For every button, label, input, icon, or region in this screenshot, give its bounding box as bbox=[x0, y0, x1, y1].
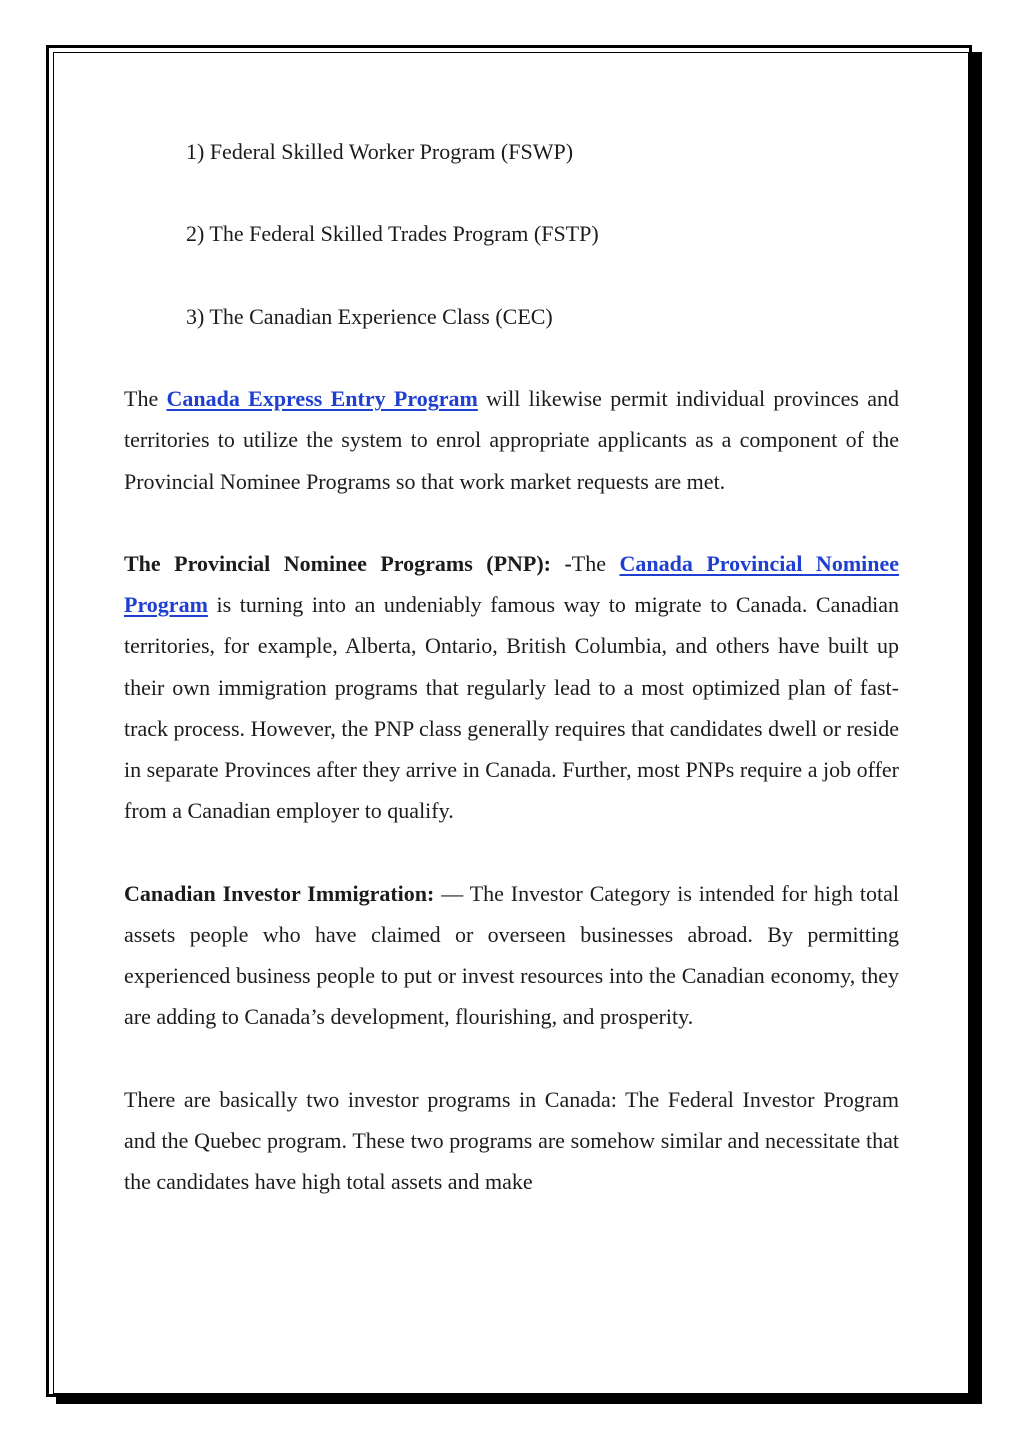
pnp-prefix: The bbox=[571, 550, 620, 576]
investor-programs-paragraph: There are basically two investor programs in Canada: The Federal Investor Program and the Quebec program. These two programs are somehow similar and necessitate that the candidates have high total assets and make bbox=[124, 1086, 899, 1194]
pnp-heading: The Provincial Nominee Programs (PNP): - bbox=[124, 550, 572, 576]
pnp-paragraph bbox=[124, 543, 899, 831]
program-list-item-2: 2) The Federal Skilled Trades Program (FSTP) bbox=[186, 221, 599, 247]
investor-heading: Canadian Investor Immigration: bbox=[124, 880, 435, 906]
investor-paragraph bbox=[124, 873, 899, 1038]
express-entry-body: will likewise permit individual provinces and territories to utilize the system to enrol appropriate applicants as a component of the Provincial Nominee Programs so that work market requests are met. bbox=[124, 386, 900, 494]
document-body bbox=[124, 131, 899, 1202]
pnp-body: is turning into an undeniably famous way to migrate to Canada. Canadian territories, for example, Alberta, Ontario, British Columbia, and others have built up their own immigration programs that regularly lead to a most optimized plan of fast-track process. However, the PNP class generally requires that candidates dwell or reside in separate Provinces after they arrive in Canada. Further, most PNPs require a job offer from a Canadian employer to qualify. bbox=[124, 592, 899, 824]
express-entry-prefix: The bbox=[124, 386, 167, 412]
program-list-item-3: 3) The Canadian Experience Class (CEC) bbox=[186, 303, 553, 329]
express-entry-paragraph bbox=[124, 378, 899, 502]
provincial-nominee-link[interactable]: Canada Provincial Nominee Program bbox=[124, 550, 900, 618]
express-entry-link[interactable]: Canada Express Entry Program bbox=[166, 386, 478, 412]
program-list-item-1: 1) Federal Skilled Worker Program (FSWP) bbox=[186, 139, 574, 164]
investor-body: — The Investor Category is intended for high total assets people who have claimed or overseen businesses abroad. By permitting experienced business people to put or invest resources into the Canadian economy, they are adding to Canada’s development, flourishing, and prosperity. bbox=[124, 880, 899, 1030]
